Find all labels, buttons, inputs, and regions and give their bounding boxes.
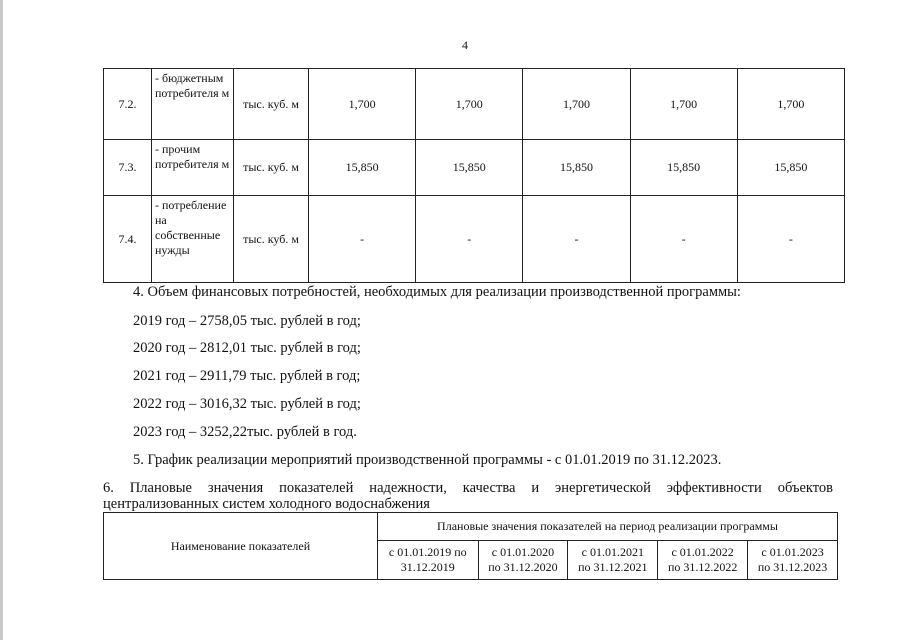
table-row (104, 196, 845, 283)
row-name: - бюджетным потребителя м (152, 69, 234, 140)
value-2021: 1,700 (523, 69, 630, 140)
period-from: с 01.01.2021 (581, 545, 644, 559)
value-2020: 1,700 (416, 69, 523, 140)
finance-2021: 2021 год – 2911,79 тыс. рублей в год; (133, 368, 361, 384)
value-2019: 1,700 (309, 69, 416, 140)
table-row (104, 140, 845, 196)
period-from: с 01.01.2023 (761, 545, 824, 559)
period-from: с 01.01.2020 (491, 545, 555, 559)
value-2022: - (630, 196, 737, 283)
indicator-name-header: Наименование показателей (104, 513, 378, 580)
row-name: - прочим потребителя м (152, 140, 234, 196)
finance-2020: 2020 год – 2812,01 тыс. рублей в год; (133, 340, 361, 356)
value-2022: 15,850 (630, 140, 737, 196)
period-to: по 31.12.2020 (488, 560, 558, 574)
value-2020: - (416, 196, 523, 283)
period-from: с 01.01.2022 (671, 545, 734, 559)
program-volume-table (103, 68, 845, 283)
period-to: 31.12.2019 (400, 560, 455, 574)
row-name: - потребление на собственные нужды (152, 196, 234, 283)
row-unit: тыс. куб. м (234, 140, 309, 196)
value-2023: - (737, 196, 844, 283)
value-2021: 15,850 (523, 140, 630, 196)
row-number: 7.3. (104, 140, 152, 196)
table-row (104, 69, 845, 140)
finance-2022: 2022 год – 3016,32 тыс. рублей в год; (133, 396, 361, 412)
value-2021: - (523, 196, 630, 283)
scan-edge (0, 0, 3, 640)
period-2023 (748, 541, 838, 580)
row-number: 7.2. (104, 69, 152, 140)
period-2021 (568, 541, 658, 580)
period-to: по 31.12.2022 (667, 560, 738, 574)
indicators-table (103, 512, 838, 580)
finance-2023: 2023 год – 3252,22тыс. рублей в год. (133, 424, 357, 440)
section4-heading: 4. Объем финансовых потребностей, необходимых для реализации производственной программы: (133, 284, 741, 300)
row-number: 7.4. (104, 196, 152, 283)
period-from: с 01.01.2019 по (388, 545, 467, 559)
value-2020: 15,850 (416, 140, 523, 196)
finance-2019: 2019 год – 2758,05 тыс. рублей в год; (133, 313, 361, 329)
period-to: по 31.12.2021 (578, 560, 648, 574)
period-2019 (378, 541, 479, 580)
value-2019: 15,850 (309, 140, 416, 196)
value-2019: - (309, 196, 416, 283)
period-2020 (478, 541, 568, 580)
section6-heading-line2: централизованных систем холодного водоснабжения (103, 496, 430, 512)
row-unit: тыс. куб. м (234, 69, 309, 140)
section5-text: 5. График реализации мероприятий производственной программы - с 01.01.2019 по 31.12.2023. (133, 452, 722, 468)
value-2023: 1,700 (737, 69, 844, 140)
section6-heading-line1: 6. Плановые значения показателей надежности, качества и энергетической эффективности объектов (103, 480, 833, 496)
period-to: по 31.12.2023 (757, 560, 828, 574)
value-2022: 1,700 (630, 69, 737, 140)
period-2022 (658, 541, 748, 580)
page-number: 4 (462, 38, 468, 52)
row-unit: тыс. куб. м (234, 196, 309, 283)
value-2023: 15,850 (737, 140, 844, 196)
plan-period-header: Плановые значения показателей на период реализации программы (378, 513, 838, 541)
